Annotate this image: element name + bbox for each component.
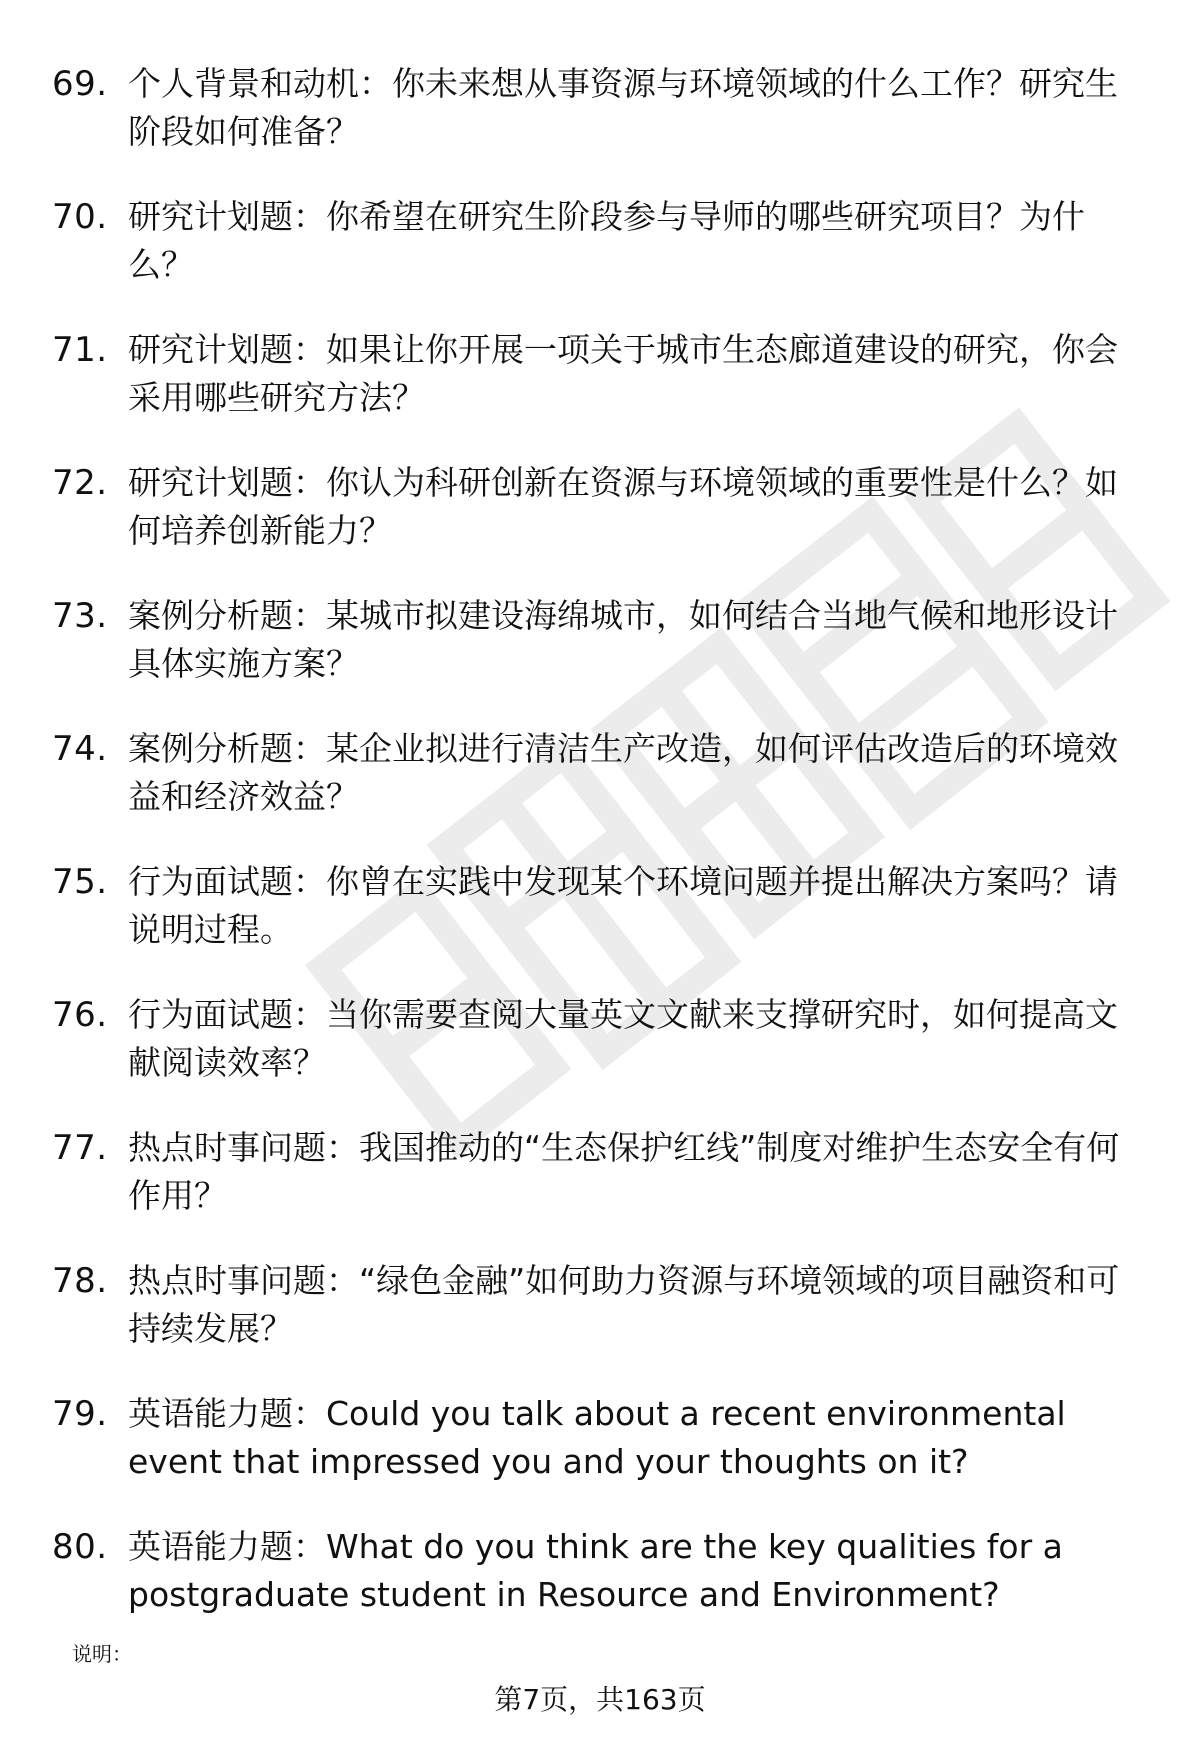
question-number: 74. — [52, 729, 108, 769]
question-number: 78. — [52, 1261, 108, 1301]
list-item — [0, 858, 1200, 991]
list-item — [0, 1390, 1200, 1523]
question-text: 研究计划题：你认为科研创新在资源与环境领域的重要性是什么？如何培养创新能力？ — [128, 463, 1118, 550]
question-number: 72. — [52, 463, 108, 503]
question-text: 案例分析题：某城市拟建设海绵城市，如何结合当地气候和地形设计具体实施方案？ — [128, 596, 1118, 683]
question-number: 71. — [52, 330, 108, 370]
question-text: 案例分析题：某企业拟进行清洁生产改造，如何评估改造后的环境效益和经济效益？ — [128, 729, 1118, 816]
question-text: 热点时事问题：“绿色金融”如何助力资源与环境领域的项目融资和可持续发展？ — [128, 1261, 1120, 1348]
question-number: 69. — [52, 64, 108, 104]
question-text: 行为面试题：当你需要查阅大量英文文献来支撑研究时，如何提高文献阅读效率？ — [128, 995, 1118, 1082]
question-number: 73. — [52, 596, 108, 636]
list-item — [0, 592, 1200, 725]
question-text: 热点时事问题：我国推动的“生态保护红线”制度对维护生态安全有何作用？ — [128, 1128, 1120, 1215]
list-item — [0, 991, 1200, 1124]
question-text: 研究计划题：如果让你开展一项关于城市生态廊道建设的研究，你会采用哪些研究方法？ — [128, 330, 1118, 417]
list-item — [0, 1257, 1200, 1390]
question-number: 80. — [52, 1527, 108, 1567]
question-text: 行为面试题：你曾在实践中发现某个环境问题并提出解决方案吗？请说明过程。 — [128, 862, 1118, 949]
question-text: 英语能力题：Could you talk about a recent environmental event that impressed you and your thoughts on it? — [128, 1394, 1066, 1481]
question-number: 79. — [52, 1394, 108, 1434]
question-text: 英语能力题：What do you think are the key qualities for a postgraduate student in Resource and Environment? — [128, 1527, 1063, 1614]
question-text: 个人背景和动机：你未来想从事资源与环境领域的什么工作？研究生阶段如何准备？ — [128, 64, 1118, 151]
list-item — [0, 1523, 1200, 1656]
question-number: 75. — [52, 862, 108, 902]
question-list — [0, 60, 1200, 1656]
question-number: 76. — [52, 995, 108, 1035]
question-number: 77. — [52, 1128, 108, 1168]
list-item — [0, 326, 1200, 459]
note-label: 说明： — [72, 1642, 132, 1666]
list-item — [0, 725, 1200, 858]
list-item — [0, 459, 1200, 592]
list-item — [0, 1124, 1200, 1257]
question-number: 70. — [52, 197, 108, 237]
page-footer: 第7页，共163页 — [494, 1683, 706, 1716]
question-text: 研究计划题：你希望在研究生阶段参与导师的哪些研究项目？为什么？ — [128, 197, 1085, 284]
list-item — [0, 193, 1200, 326]
list-item — [0, 60, 1200, 193]
